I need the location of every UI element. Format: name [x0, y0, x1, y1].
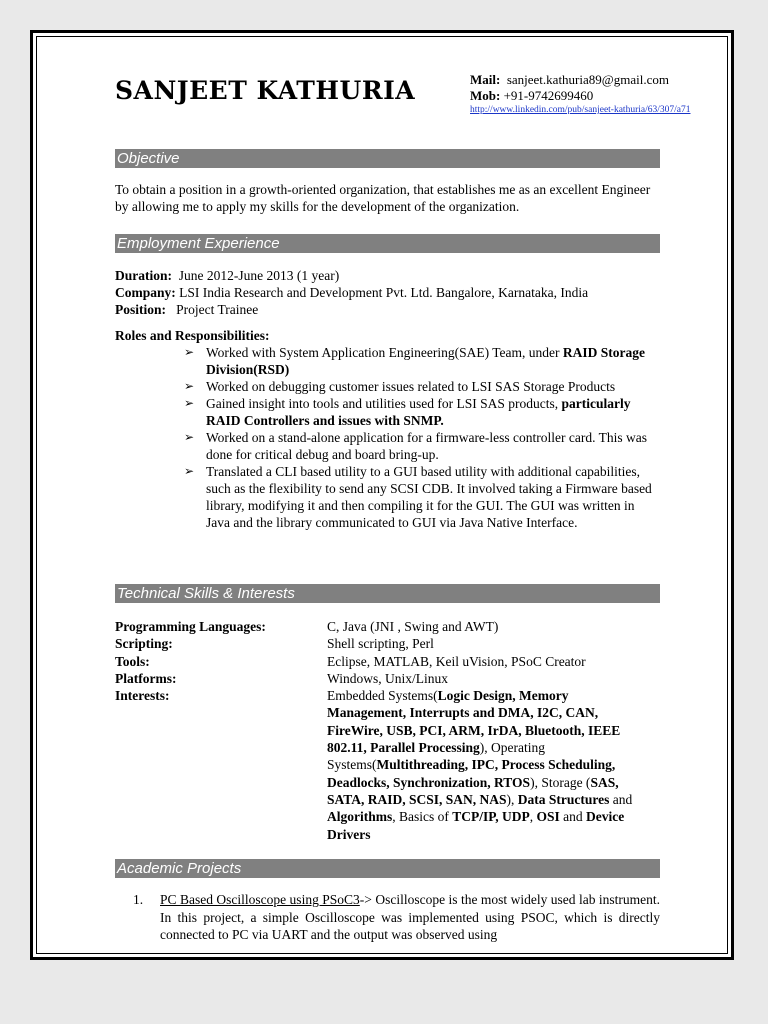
project-item: 1. PC Based Oscilloscope using PSoC3-> Oscilloscope is the most widely used lab instrument. In this project, a simple Oscilloscope was implemented using PSOC, which is directly connected to PC via UART and the output was observed using	[133, 892, 660, 942]
position-line: Position: Project Trainee	[115, 302, 259, 317]
list-item: ➢ Gained insight into tools and utilities used for LSI SAS products, particularly RAID Controllers and issues with SNMP.	[178, 395, 660, 429]
mail-line: Mail: sanjeet.kathuria89@gmail.com	[470, 72, 669, 87]
roles-list	[178, 344, 660, 531]
linkedin-link[interactable]: http://www.linkedin.com/pub/sanjeet-kathuria/63/307/a71	[470, 105, 691, 115]
list-item: ➢ Worked with System Application Engineering(SAE) Team, under RAID Storage Division(RSD)	[178, 344, 660, 378]
contact-block	[470, 72, 690, 116]
mobile-line: Mob: +91-9742699460	[470, 88, 594, 103]
list-item: ➢ Worked on a stand-alone application for a firmware-less controller card. This was done for critical debug and board bring-up.	[178, 429, 660, 463]
project-title: PC Based Oscilloscope using PSoC3	[160, 892, 360, 907]
objective-text: To obtain a position in a growth-oriented organization, that establishes me as an excellent Engineer by allowing me to apply my skills for the development of the organization.	[115, 182, 651, 214]
list-item: ➢ Translated a CLI based utility to a GUI based utility with additional capabilities, such as the flexibility to send any SCSI CDB. It involved taking a Firmware based library, modifying it and then compiling it for the GUI. The GUI was written in Java and the library communicated to GUI via Java Native Interface.	[178, 463, 660, 531]
skill-row: Programming Languages: C, Java (JNI , Swing and AWT)	[115, 619, 499, 634]
roles-heading: Roles and Responsibilities:	[115, 328, 270, 343]
objective-heading: Objective	[115, 149, 660, 168]
employment-details	[115, 267, 675, 318]
skills-heading: Technical Skills & Interests	[115, 584, 660, 603]
interests-row: Interests: Embedded Systems(Logic Design, Memory Management, Interrupts and DMA, I2C, CAN, FireWire, USB, PCI, ARM, IrDA, Bluetooth, IEEE 802.11, Parallel Processing), Operating Systems(Multithreading, IPC, Process Scheduling, Deadlocks, Synchronization, RTOS), Storage (SAS, SATA, RAID, SCSI, SAN, NAS), Data Structures and Algorithms, Basics of TCP/IP, UDP, OSI and Device Drivers	[115, 687, 660, 843]
candidate-name: SANJEET KATHURIA	[115, 76, 416, 105]
skill-row: Scripting: Shell scripting, Perl	[115, 636, 434, 652]
interests-text: Embedded Systems(Logic Design, Memory Management, Interrupts and DMA, I2C, CAN, FireWire, USB, PCI, ARM, IrDA, Bluetooth, IEEE 802.11, Parallel Processing), Operating Systems(Multithreading, IPC, Process Scheduling, Deadlocks, Synchronization, RTOS), Storage (SAS, SATA, RAID, SCSI, SAN, NAS), Data Structures and Algorithms, Basics of TCP/IP, UDP, OSI and Device Drivers	[327, 688, 633, 842]
mobile-text: +91-9742699460	[503, 88, 594, 103]
list-item: ➢ Worked on debugging customer issues related to LSI SAS Storage Products	[178, 378, 660, 395]
email-text: sanjeet.kathuria89@gmail.com	[506, 72, 669, 87]
projects-heading: Academic Projects	[115, 859, 660, 878]
resume-page	[30, 30, 734, 960]
employment-heading: Employment Experience	[115, 234, 660, 253]
skill-row: Platforms: Windows, Unix/Linux	[115, 670, 448, 686]
company-line: Company: LSI India Research and Development Pvt. Ltd. Bangalore, Karnataka, India	[115, 285, 589, 300]
duration-line: Duration: June 2012-June 2013 (1 year)	[115, 268, 340, 283]
skill-row: Tools: Eclipse, MATLAB, Keil uVision, PSoC Creator	[115, 653, 586, 669]
skills-table	[115, 618, 660, 843]
